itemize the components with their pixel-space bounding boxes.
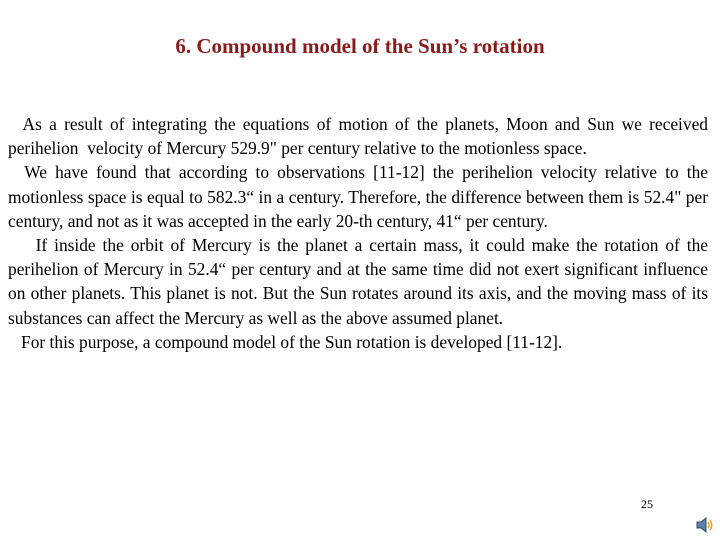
paragraph-compound-model: For this purpose, a compound model of the Sun rotation is developed [11-12]. bbox=[8, 331, 563, 352]
paragraph-observations: We have found that according to observations [11-12] the perihelion velocity relative to the motionless space is equal to 582.3“ in a century. Therefore, the difference between them is 52.4" per century, and not as it was accepted in the early 20-th century, 41“ per century. bbox=[8, 162, 713, 231]
page-number: 25 bbox=[641, 497, 653, 511]
paragraph-hypothetical-planet: If inside the orbit of Mercury is the planet a certain mass, it could make the rotation of the perihelion of Mercury in 52.4“ per century and at the same time did not exert significant influence on other planets. This planet is not. But the Sun rotates around its axis, and the moving mass of its substances can affect the Mercury as well as the above assumed planet. bbox=[8, 235, 713, 328]
slide-title: 6. Compound model of the Sun’s rotation bbox=[175, 34, 545, 58]
speaker-icon[interactable] bbox=[695, 516, 715, 534]
slide-body bbox=[8, 112, 713, 354]
paragraph-mercury-perihelion: As a result of integrating the equations of motion of the planets, Moon and Sun we received perihelion velocity of Mercury 529.9" per century relative to the motionless space. bbox=[8, 114, 713, 159]
